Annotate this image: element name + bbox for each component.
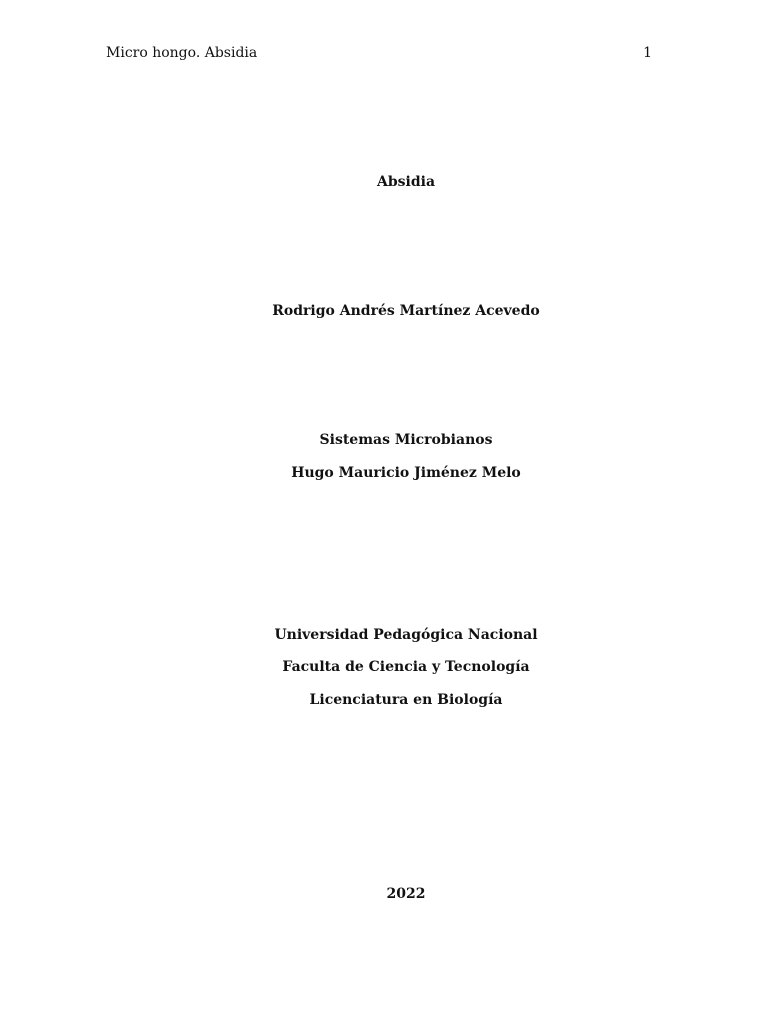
instructor-name-text: Hugo Mauricio Jiménez Melo	[291, 465, 521, 481]
faculty-name-text: Faculta de Ciencia y Tecnología	[282, 659, 530, 675]
year-text: 2022	[386, 886, 426, 902]
page-number: 1	[643, 45, 652, 61]
instructor-name	[0, 464, 768, 482]
year	[0, 885, 768, 903]
author-name-text: Rodrigo Andrés Martínez Acevedo	[272, 303, 540, 319]
faculty-name	[0, 658, 768, 676]
course-name	[0, 431, 768, 449]
institution-name	[0, 626, 768, 644]
course-name-text: Sistemas Microbianos	[319, 432, 493, 448]
program-name-text: Licenciatura en Biología	[309, 692, 503, 708]
institution-name-text: Universidad Pedagógica Nacional	[274, 627, 538, 643]
running-head: Micro hongo. Absidia	[106, 45, 258, 61]
author-name	[0, 302, 768, 320]
program-name	[0, 691, 768, 709]
paper-title	[0, 173, 768, 191]
paper-title-text: Absidia	[376, 174, 436, 190]
